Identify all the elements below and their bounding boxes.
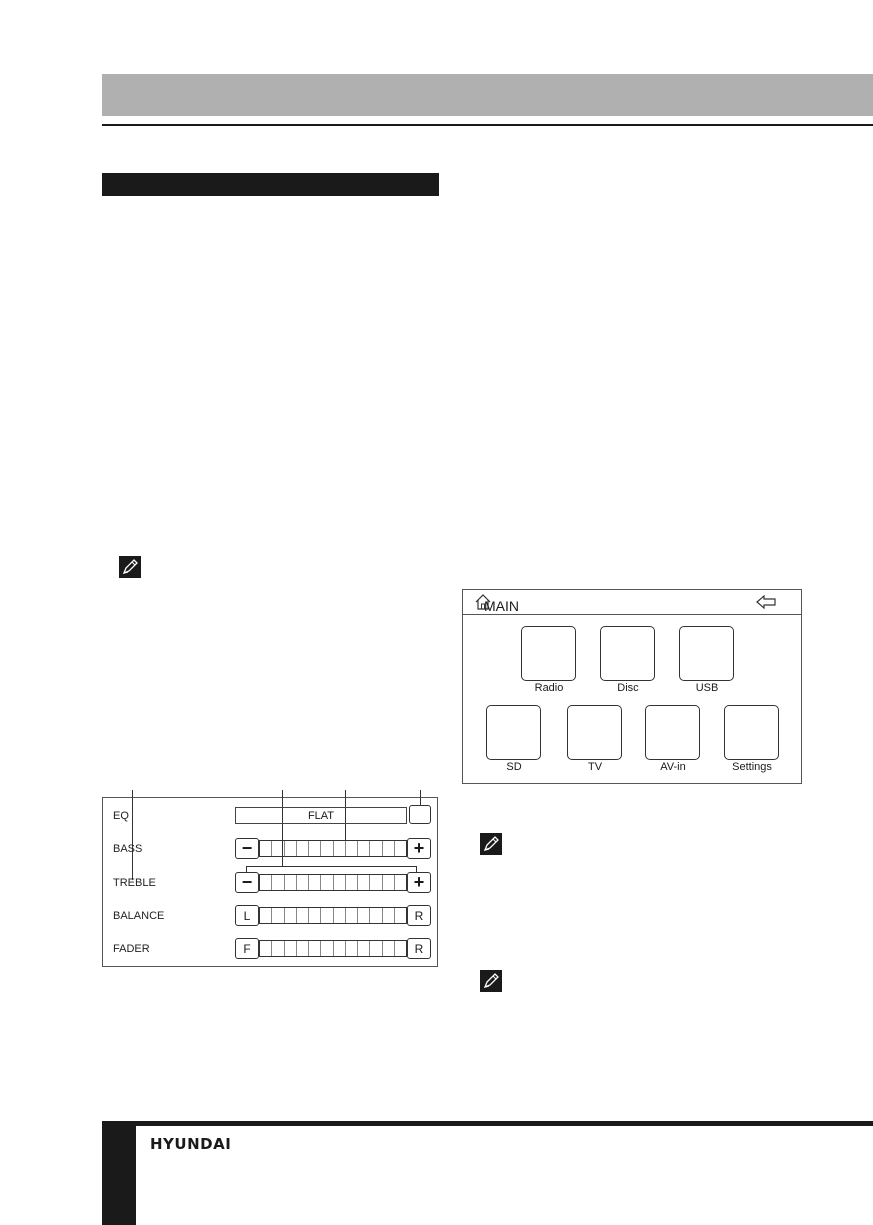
tile-label-disc: Disc [617,682,639,694]
page-header-band [102,74,873,116]
tile-usb[interactable] [679,626,734,681]
eq-label: EQ [113,810,129,822]
back-arrow-icon[interactable] [755,594,777,610]
balance-left-button[interactable]: L [235,905,259,926]
tile-label-tv: TV [587,761,603,773]
fader-rear-button[interactable]: R [407,938,431,959]
tile-label-radio: Radio [534,682,564,694]
tile-settings[interactable] [724,705,779,760]
tile-av-in[interactable] [645,705,700,760]
balance-right-button[interactable]: R [407,905,431,926]
note-pencil-icon [480,833,502,855]
balance-slider[interactable] [259,907,407,924]
brand-logo: HYUNDAI [150,1135,232,1153]
tile-sd[interactable] [486,705,541,760]
callout-line [132,790,133,880]
tile-label-settings: Settings [732,761,772,773]
bass-increase-button[interactable]: + [407,838,431,859]
tile-disc[interactable] [600,626,655,681]
bass-slider[interactable] [259,840,407,857]
eq-select-button[interactable] [409,805,431,824]
treble-increase-button[interactable]: + [407,872,431,893]
header-rule [102,124,873,126]
footer-rule [102,1121,873,1126]
tile-label-usb: USB [695,682,719,694]
treble-slider[interactable] [259,874,407,891]
section-title-bar [102,173,439,196]
note-pencil-icon [119,556,141,578]
main-menu-title: MAIN [484,598,519,614]
treble-label: TREBLE [113,877,156,889]
bass-label: BASS [113,843,143,855]
footer-page-block [102,1126,136,1225]
tile-label-av-in: AV-in [660,761,686,773]
bass-decrease-button[interactable]: − [235,838,259,859]
fader-slider[interactable] [259,940,407,957]
treble-decrease-button[interactable]: − [235,872,259,893]
tile-tv[interactable] [567,705,622,760]
main-menu-divider [463,614,801,615]
fader-label: FADER [113,943,150,955]
tile-label-sd: SD [506,761,522,773]
callout-line [420,790,421,806]
fader-front-button[interactable]: F [235,938,259,959]
balance-label: BALANCE [113,910,165,922]
tile-radio[interactable] [521,626,576,681]
callout-line [246,866,417,867]
note-pencil-icon [480,970,502,992]
eq-preset-field[interactable]: FLAT [235,807,407,824]
